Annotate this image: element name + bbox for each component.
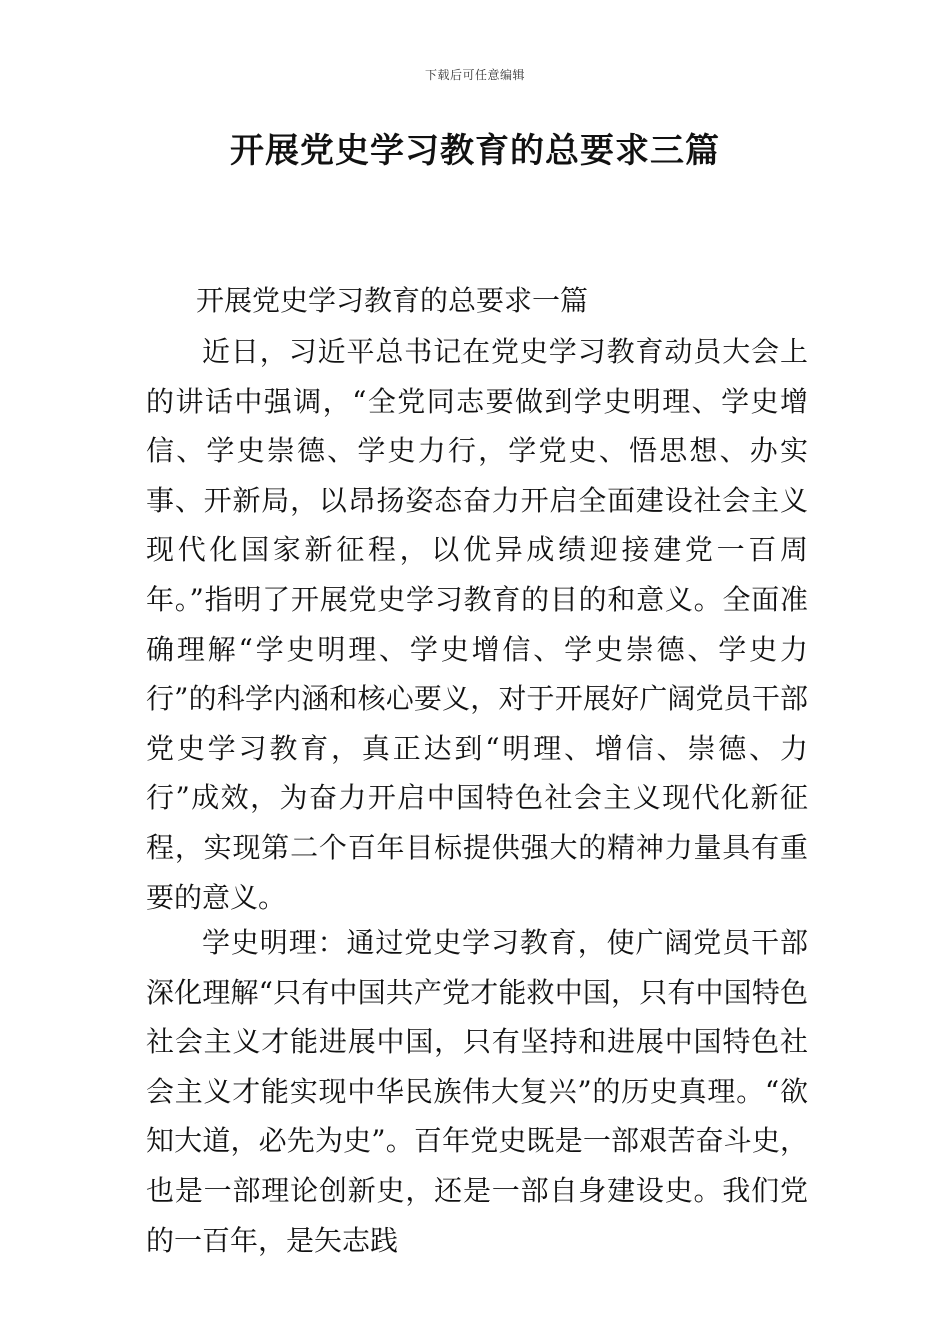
section-heading: 开展党史学习教育的总要求一篇 (196, 284, 589, 317)
paragraph-xueshi-mingli: 学史明理：通过党史学习教育，使广阔党员干部深化理解“只有中国共产党才能救中国，只有中国特色社会主义才能进展中国，只有坚持和进展中国特色社会主义才能实现中华民族伟大复兴”的历史真理。“欲知大道，必先为史”。百年党史既是一部艰苦奋斗史，也是一部理论创新史，还是一部自身建设史。我们党的一百年，是矢志践 (146, 926, 808, 1257)
document-title: 开展党史学习教育的总要求三篇 (230, 131, 720, 171)
paragraph-intro: 近日，习近平总书记在党史学习教育动员大会上的讲话中强调，“全党同志要做到学史明理、学史增信、学史崇德、学史力行，学党史、悟思想、办实事、开新局，以昂扬姿态奋力开启全面建设社会主义现代化国家新征程，以优异成绩迎接建党一百周年。”指明了开展党史学习教育的目的和意义。全面准确理解“学史明理、学史增信、学史崇德、学史力行”的科学内涵和核心要义，对于开展好广阔党员干部党史学习教育，真正达到“明理、增信、崇德、力行”成效，为奋力开启中国特色社会主义现代化新征程，实现第二个百年目标提供强大的精神力量具有重要的意义。 (146, 335, 808, 914)
header-note: 下载后可任意编辑 (424, 68, 525, 82)
